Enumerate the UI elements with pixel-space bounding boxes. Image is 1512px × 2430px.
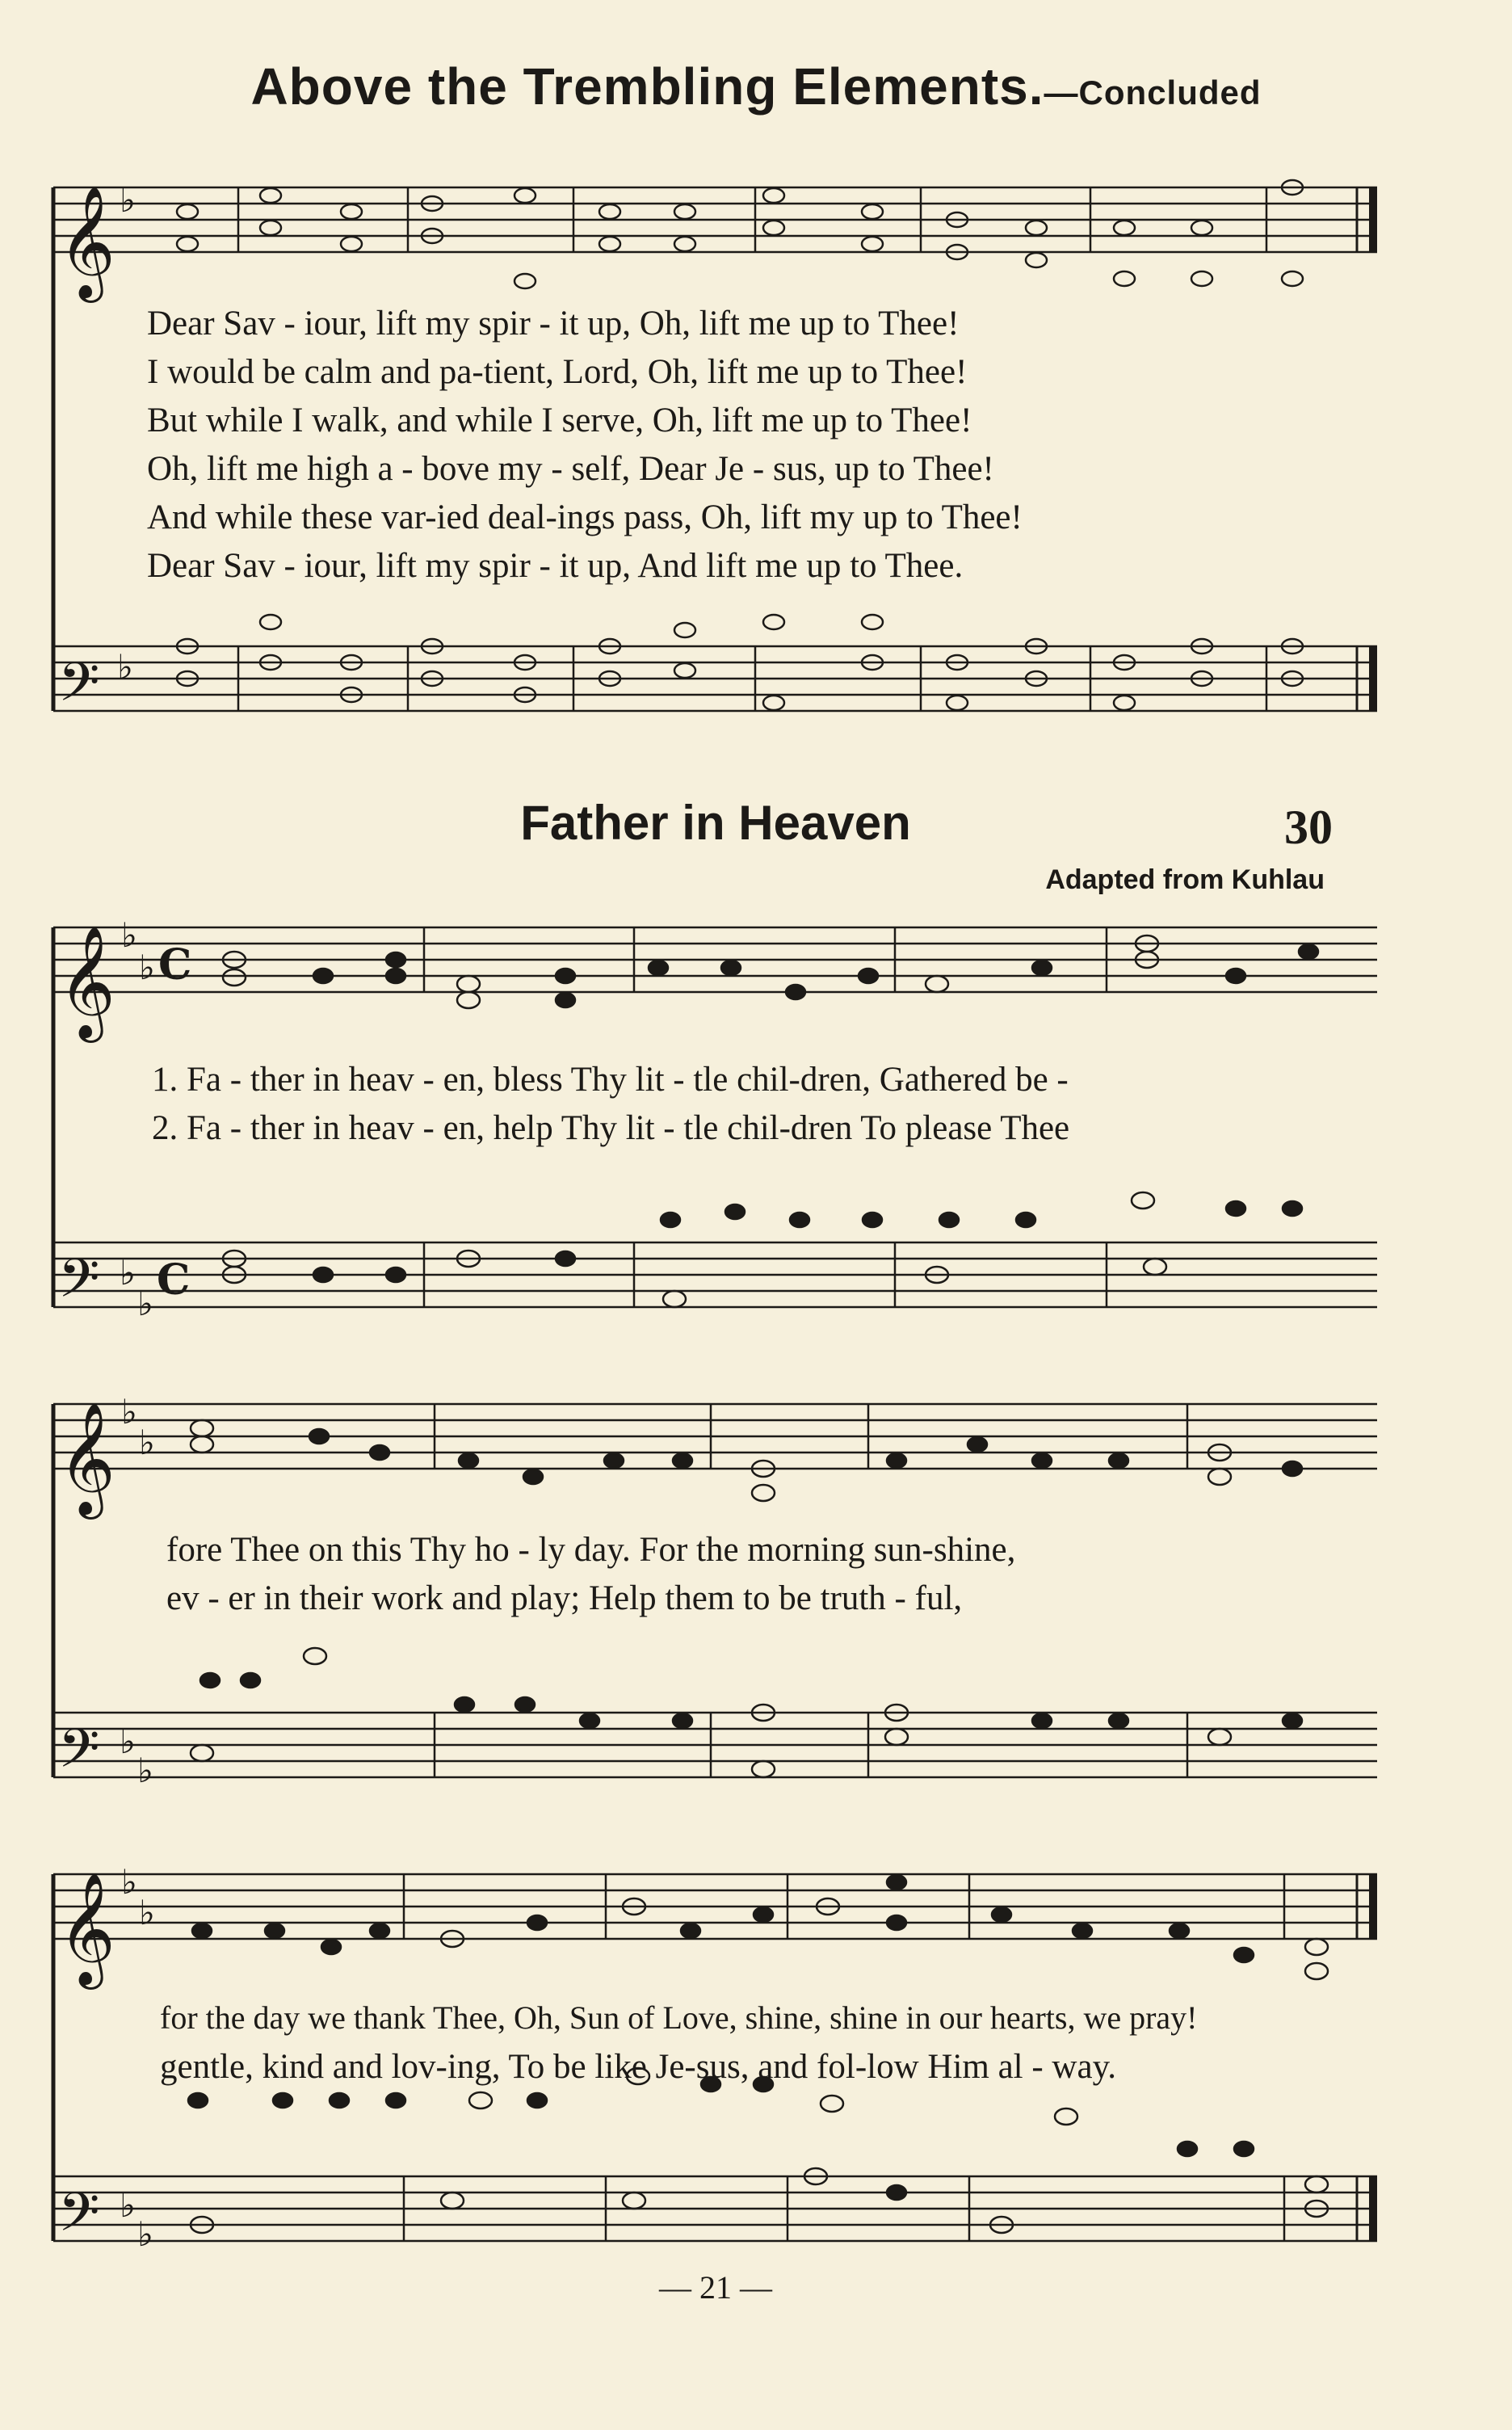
svg-text:♭: ♭: [137, 2214, 153, 2254]
verse-line-1: Dear Sav - iour, lift my spir - it up, Oh, lift me up to Thee!: [147, 305, 960, 343]
svg-text:♭: ♭: [120, 2185, 136, 2225]
verse-line-6: Dear Sav - iour, lift my spir - it up, And lift me up to Thee.: [147, 547, 964, 585]
title-text: Above the Trembling Elements.: [250, 57, 1044, 116]
lyric-s2-l1: fore Thee on this Thy ho - ly day. For the morning sun-shine,: [166, 1531, 1016, 1569]
svg-text:♭: ♭: [139, 948, 155, 987]
svg-text:♭: ♭: [121, 915, 137, 955]
hymn-title: Father in Heaven: [520, 796, 911, 850]
verse-line-3: But while I walk, and while I serve, Oh, lift me up to Thee!: [147, 401, 972, 439]
treble-clef-icon: 𝄞: [58, 926, 116, 1038]
svg-text:♭: ♭: [117, 647, 133, 687]
svg-text:♭: ♭: [120, 1253, 136, 1293]
svg-text:♭: ♭: [120, 1722, 136, 1761]
svg-text:♭: ♭: [121, 1862, 137, 1902]
staff-bass-a: [53, 646, 1377, 711]
hymn-number: 30: [1284, 801, 1333, 854]
bass-clef-icon: 𝄢: [58, 1247, 100, 1322]
notes-a: [177, 180, 1303, 710]
staff-treble-c: [53, 1404, 1377, 1469]
svg-text:♭: ♭: [139, 1893, 155, 1932]
bass-clef-icon: 𝄢: [58, 651, 100, 726]
svg-text:C: C: [157, 1255, 191, 1305]
svg-text:♭: ♭: [137, 1284, 153, 1323]
treble-clef-icon: 𝄞: [58, 1873, 116, 1985]
bass-clef-icon: 𝄢: [58, 1717, 100, 1793]
svg-text:C: C: [158, 940, 192, 990]
attribution: Adapted from Kuhlau: [1045, 864, 1325, 895]
svg-text:♭: ♭: [139, 1423, 155, 1462]
verse-line-4: Oh, lift me high a - bove my - self, Dear Je - sus, up to Thee!: [147, 450, 994, 488]
verse-line-5: And while these var-ied deal-ings pass, Oh, lift my up to Thee!: [147, 498, 1023, 536]
lyric-s1-l1: 1. Fa - ther in heav - en, bless Thy lit - tle chil-dren, Gathered be -: [152, 1061, 1069, 1099]
staff-treble-b: [53, 927, 1377, 992]
staff-treble-a: [53, 187, 1377, 252]
page-number: — 21 —: [659, 2269, 772, 2306]
staff-bass-b: [53, 1242, 1377, 1307]
lyric-s2-l2: ev - er in their work and play; Help them to be truth - ful,: [166, 1579, 963, 1617]
lyric-s3-l2: gentle, kind and lov-ing, To be like Je-sus, and fol-low Him al - way.: [160, 2048, 1117, 2086]
svg-text:♭: ♭: [121, 1392, 137, 1432]
staff-bass-d: [53, 2176, 1377, 2241]
treble-clef-icon: 𝄞: [58, 186, 116, 298]
treble-clef-icon: 𝄞: [58, 1402, 116, 1515]
svg-text:♭: ♭: [137, 1751, 153, 1790]
lyric-s1-l2: 2. Fa - ther in heav - en, help Thy lit - tle chil-dren To please Thee: [152, 1109, 1070, 1147]
lyric-s3-l1: for the day we thank Thee, Oh, Sun of Love, shine, shine in our hearts, we pray!: [160, 1999, 1198, 2036]
verse-line-2: I would be calm and pa-tient, Lord, Oh, lift me up to Thee!: [147, 353, 968, 391]
bass-clef-icon: 𝄢: [58, 2181, 100, 2256]
staff-bass-c: [53, 1713, 1377, 1777]
title-suffix: —Concluded: [1044, 74, 1262, 111]
svg-text:♭: ♭: [120, 180, 136, 220]
